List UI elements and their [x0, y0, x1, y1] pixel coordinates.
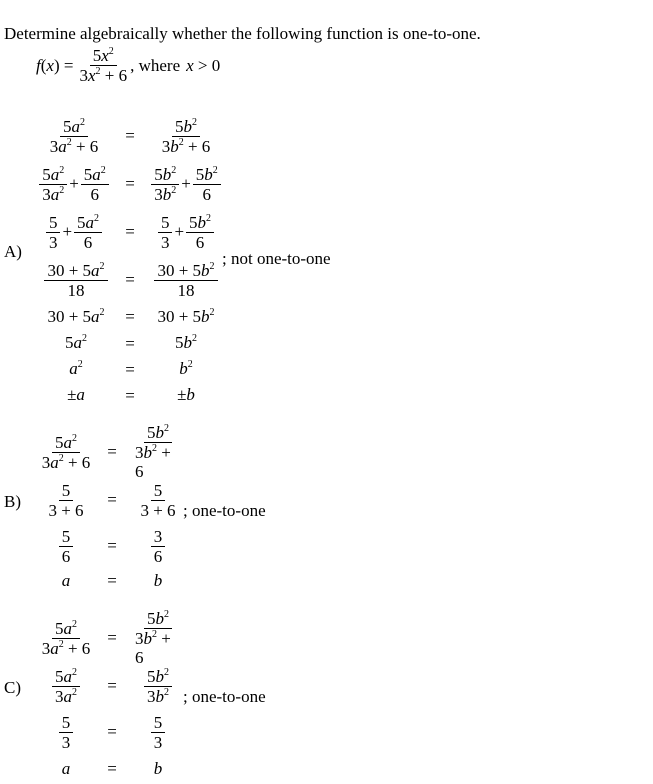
- where-text: , where: [130, 55, 181, 75]
- option-a-label[interactable]: A): [4, 242, 22, 261]
- option-c-verdict: ; one-to-one: [183, 687, 266, 706]
- domain-condition: x > 0: [186, 55, 221, 75]
- option-b-label[interactable]: B): [4, 492, 21, 511]
- function-definition: f(x) = $\frac{5x^2}{3x^2 + 6}$ , where x > 0: [36, 46, 221, 85]
- option-c-label[interactable]: C): [4, 678, 21, 697]
- question-prompt: Determine algebraically whether the following function is one-to-one.: [4, 24, 481, 43]
- option-b-verdict: ; one-to-one: [183, 501, 266, 520]
- option-a-verdict: ; not one-to-one: [222, 249, 331, 268]
